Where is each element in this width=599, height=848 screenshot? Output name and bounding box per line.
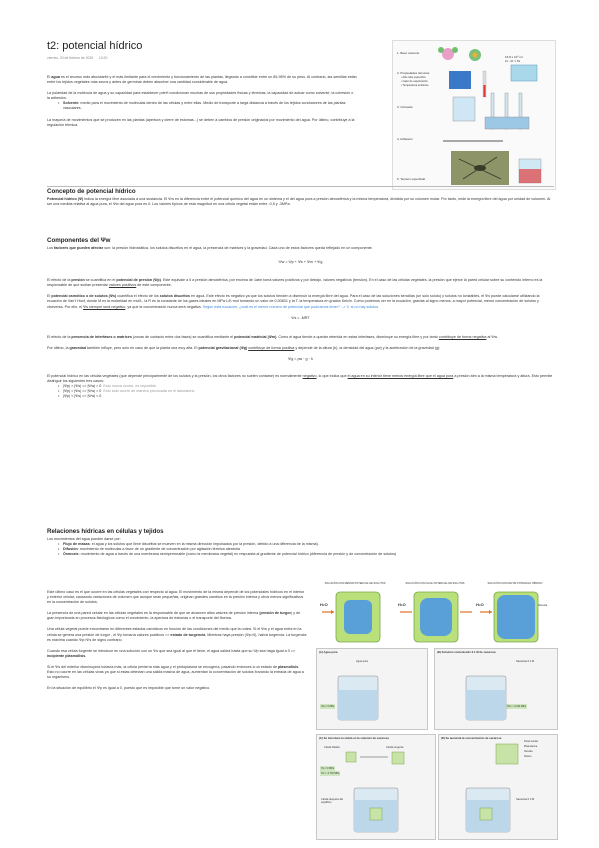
label-celula-turgente: Célula turgente [386, 746, 404, 749]
molecule-icon [438, 47, 444, 53]
page-date [47, 56, 107, 60]
h2o-label: H₂O [398, 602, 406, 607]
label-sacarosa-03: Sacarosa 0.3 M [516, 798, 535, 801]
fig-force-value: 16,8 x 10⁸ m² [505, 55, 523, 59]
water-properties-figure [392, 40, 556, 190]
fig-label-adhesion: 4. Adhesión [397, 137, 413, 141]
cell-osmosis-figure [316, 582, 556, 644]
molecule-icon [473, 53, 478, 58]
question-note: Según esta ecuación, ¿cuál es el menor número de potencial que podríamos tener? --> 0, si no hay solutos [202, 304, 379, 309]
movement-item: • Flujo de masas: el agua y los solutos que lleve disueltos se mueven en la misma dirección impulsados por la presión, debido a una diferencia de la misma). [57, 542, 554, 547]
relaciones-p5: Si el Ψs del exterior disminuyera todavía más, la célula perdería más agua y el protoplasma se encogería, pasando entonces a un estado de plasmólisis. Esto no ocurre en las células vivas ya que si estas detectan una salida masiva de agua, aumentan la concentración de solutos forzando la entrada de agua a su organismo. [47, 664, 304, 680]
case-item: • |Ψp| < |Ψs| => |Ψw| < 0 [57, 394, 554, 399]
relaciones-p1: Este último caso es el que ocurre en las células vegetales con respecto al agua. El movimiento de la misma depende de los potenciales hídricos en el interior y exterior celular, causando variaciones de volumen que aunque sean pequeñas, originan grandes cambios en la presión interna y otros menos significativos en la concentración de solutos. [47, 590, 305, 605]
relaciones-p3: Una célula vegetal puede encontrarse en diferentes estados osmóticos en función de las condiciones del medio que la rodea. Si el Ψw y el agua entra en la célula se genera una presión de turgor , el Ψp tomaría valores positivos => estado de turgencia. Mientras haya presión (Ψp>0), habrá turgencia. La turgencia es máxima cuando Ψp=Ψs de signo contrario. [47, 627, 307, 642]
beaker-experiment-figure [316, 648, 556, 838]
divider [47, 186, 554, 187]
relaciones-p6: En la situación de equilibrio el Ψp es igual a 0, puesto que es imposible que tome un valor negativo. [47, 686, 211, 691]
componentes-p6: El potencial hídrico en las células vegetales (que depende principalmente de los solutos y la presión, los otros factores no suelen contarse) es normalmente negativo, lo que indica que el agua en su interior tiene menos energía libre que el agua pura a presión atm a la misma temperatura y altura. Esto permite distinguir los siguientes tres casos: [47, 374, 553, 384]
componentes-body [47, 246, 554, 400]
thermal-box-icon [449, 71, 471, 89]
value-psi-w-0: Ψw = 0 MPa [321, 705, 335, 708]
componentes-p3: El potencial osmótico o de solutos (Ψs) cuantifica el efecto de los solutos disueltos en agua. Este efecto es negativo ya que los solutos tienden a disminuir la energía libre del agua. Para el caso de las soluciones sencillas (un solo soluto) y solutos no ionizables, el Ψs puede calcularse utilizando la ecuación de Van't Hoof, donde M es la molaridad en mol/L, la R es la constante de los gases ideales en MPa·L/K·mol tomando un valor de 0,00831 y la T, la temperatura en grados Kelvin. Como podemos ver en la ecuación, gracias al signo menos, a mayor potencial, menor concentración de solutos y viceversa. Por ello, el Ψs siempre será negativo, ya que la concentración nunca será negativa. Según esta ecuación, ¿cuál es el menor número de potencial que podríamos tener? --> 0, si no hay solutos [47, 294, 540, 309]
panel-d-title: (D) Se aumenta la concentración de sacarosa [441, 736, 502, 740]
time-text: 10:20 [98, 56, 108, 60]
label-vacuola: Vacuola [524, 750, 533, 753]
intro-bullet: • Solvente: medio para el movimiento de moléculas dentro de las células y entre ellas. Medio de transporte a larga distancia a través de los tejidos conductores de las plantas vasculares. [57, 101, 357, 111]
molecule-icon [452, 47, 458, 53]
relaciones-heading: Relaciones hídricas en células y tejidos [47, 528, 164, 535]
fig-label-cohesion: 3. Cohesión [397, 105, 414, 109]
date-text: viernes, 20 de febrero de 2025 [47, 56, 94, 60]
panel-b-title: (B) Solución conteniendo 0.1 M de sacarosa [437, 650, 496, 654]
equation-osmotic: Ψs = -MRT [291, 315, 310, 320]
label-nucleo: Núcleo [524, 755, 532, 758]
h2o-label: H₂O [476, 602, 484, 607]
panel-a-title: (A) Agua pura [319, 650, 338, 654]
componentes-p1: Los factores que pueden afectar son: la presión hidrostática, los solutos disueltos en el agua, la presencia de matrices y la gravedad. Cada uno de estos factores queda reflejado en un componente. [47, 246, 373, 250]
concepto-heading: Concepto de potencial hídrico [47, 188, 136, 195]
water-cube-icon [511, 65, 537, 81]
intro-paragraph-1: El agua es el recurso más abundante y el más limitante para el crecimiento y funcionamiento de las plantas, llegando a constituir entre un 85-95% de su peso. Al contrario, las semillas están entre los tejidos vegetales más secos y antes de germinar deben absorber una cantidad considerable de agua. [47, 75, 357, 85]
intro-section [47, 75, 357, 128]
value-psi-s: Ψs = -0.732 MPa [321, 772, 340, 775]
h2o-label: H₂O [320, 602, 328, 607]
fig-label-solvent: 1. Buen solvente [397, 51, 420, 55]
relaciones-intro [47, 537, 554, 557]
vacuola-label: Vacuola [538, 604, 548, 607]
componentes-p5: Por último, la gravedad también influye, pero solo en caso de que la planta sea muy alta. El potencial gravitacional (Ψg) contribuye de forma positiva y depende de la altura (h), la densidad del agua (ρw) y la aceleración de la gravedad (g): [47, 345, 441, 350]
value-psi-w-b: Ψw = -0.244 MPa [507, 705, 526, 708]
cell-title-1: SOLUCIÓN CON MENOR POTENCIAL DE SOLUTOS [324, 582, 386, 585]
equation-total: Ψw = Ψp + Ψs + Ψm + Ψg [278, 260, 323, 265]
tube-icon [453, 97, 475, 121]
intro-paragraph-2: La polaridad de la molécula de agua y su capacidad para establecer pdeH condicionan muchas de sus propiedades físicas y térmicas, la capacidad de actuar como solvente, la cohesión o la adhesión. [47, 91, 354, 101]
concepto-paragraph: Potencial hídrico (Ψ) indica la energía libre asociada a una sustancia. El Ψw es la diferencia entre el potencial químico del agua en un sistema y el del agua pura a presión atmosférica y la misma temperatura, dividida por su volumen molar. Por tanto, mide la energía libre del agua por unidad de volumen. Al ser una medida relativa al agua pura, el Ψw del agua pura es 0. Los valores típicos de esta magnitud en una célula vegetal están entre -0,5 y -3MPa. [47, 197, 551, 207]
cell-title-3: SOLUCIÓN CON MAYOR POTENCIAL HÍDRICO [487, 582, 543, 585]
componentes-p2: El efecto de la presión se cuantifica en el potencial de presión (Ψp). Este equivale a 0 a presión atmosférica, por encima de 1atm toma valores positivos y por debajo, valores negativos (tensión). En el caso de las células vegetales, la presión que ejerce la pared celular sobre su contenido interno es la responsable de que suelan presentar valores positivos de este componente. [47, 278, 543, 288]
label-plasmalema: Plasmalema [524, 745, 538, 748]
page-title: t2: potencial hídrico [47, 40, 143, 52]
equation-gravity: Ψg = ρw · g · h [288, 356, 313, 361]
fig-sub-1: • Alto calor específico [401, 76, 426, 79]
movement-item: • Difusión: movimiento de moléculas a favor de un gradiente de concentración por agitación térmica aleatoria [57, 547, 554, 552]
beakers-illustration [316, 648, 556, 838]
relaciones-p4: Cuando esa célula turgente se introduce en una solución con un Ψs que sea igual al que él tiene, el agua saldrá hasta que su Ψp sea haga igual a 0 => incipiente plasmólisis. [47, 648, 296, 658]
relaciones-p2: La presencia de una pared celular en las células vegetales es la responsable de que se alcancen altos valores de presión interna (presión de turgor) y de gran importancia en procesos fisiológicos como el crecimiento, la apertura de estomas o el transporte del floema. [47, 611, 301, 621]
case-item: • |Ψp| > |Ψs| => |Ψw| > 0 Esto nunca ocurre, es imposible [57, 384, 554, 389]
value-psi-p: Ψp = 0 MPa [321, 767, 334, 770]
label-agua-pura: Agua pura [356, 660, 368, 663]
fig-label-surface-tension: 5. Tensión superficial [397, 177, 425, 181]
movement-item: • Ósmosis: movimiento de agua a través de una membrana semipermeable (como la membrana vegetal) en respuesta al gradiente de potencial hídrico (diferencia de presión y de concentración de solutos) [57, 552, 554, 557]
case-item: • |Ψp| = |Ψs| => |Ψw| = 0 Esto solo ocurre de manera provocada en el laboratorio [57, 389, 554, 394]
componentes-p4: El efecto de la presencia de interfases o matrices (zonas de contacto entre dos fases) se cuantifica mediante el potencial matricial (Ψm). Como el agua tiende a quedar retenida en estas interfases, disminuye su energía libre y por tanto contribuye de forma negativa al Ψw. [47, 334, 498, 339]
cell-title-2: SOLUCIÓN CON IGUAL POTENCIAL DE SOLUTOS [405, 582, 465, 585]
fig-sub-2: • Calor de vaporización [401, 80, 428, 83]
relaciones-intro-text: Los movimientos del agua pueden darse por: [47, 537, 121, 541]
label-celula-equilibrio: Célula después del equilibrio [321, 798, 344, 804]
label-pared-celular: Pared celular [524, 740, 539, 743]
label-sacarosa-01: Sacarosa 0.1 M [516, 660, 535, 663]
panel-c-title: (C) Se introduce la célula en la solución de sacarosa [319, 736, 389, 740]
componentes-heading: Componentes del Ψw [47, 237, 111, 244]
fig-label-thermal: 2. Propiedades térmicas [397, 71, 430, 75]
fig-force-value-2: 10 - 10⁻¹² Pa [505, 60, 521, 63]
intro-paragraph-3: La mayoría de movimientos que se producen en las plantas (apertura y cierre de estomas...) se deben a cambios de presión originados por movimiento del agua. Por último, contribuye a la regulación térmica. [47, 117, 355, 127]
cases-list [57, 384, 554, 399]
fig-sub-3: • Temperatura ambiente [401, 84, 429, 87]
label-celula-flacida: Célula flácida [324, 746, 340, 749]
water-properties-illustration [393, 41, 555, 189]
relaciones-body [47, 590, 307, 691]
cells-illustration [316, 582, 556, 644]
